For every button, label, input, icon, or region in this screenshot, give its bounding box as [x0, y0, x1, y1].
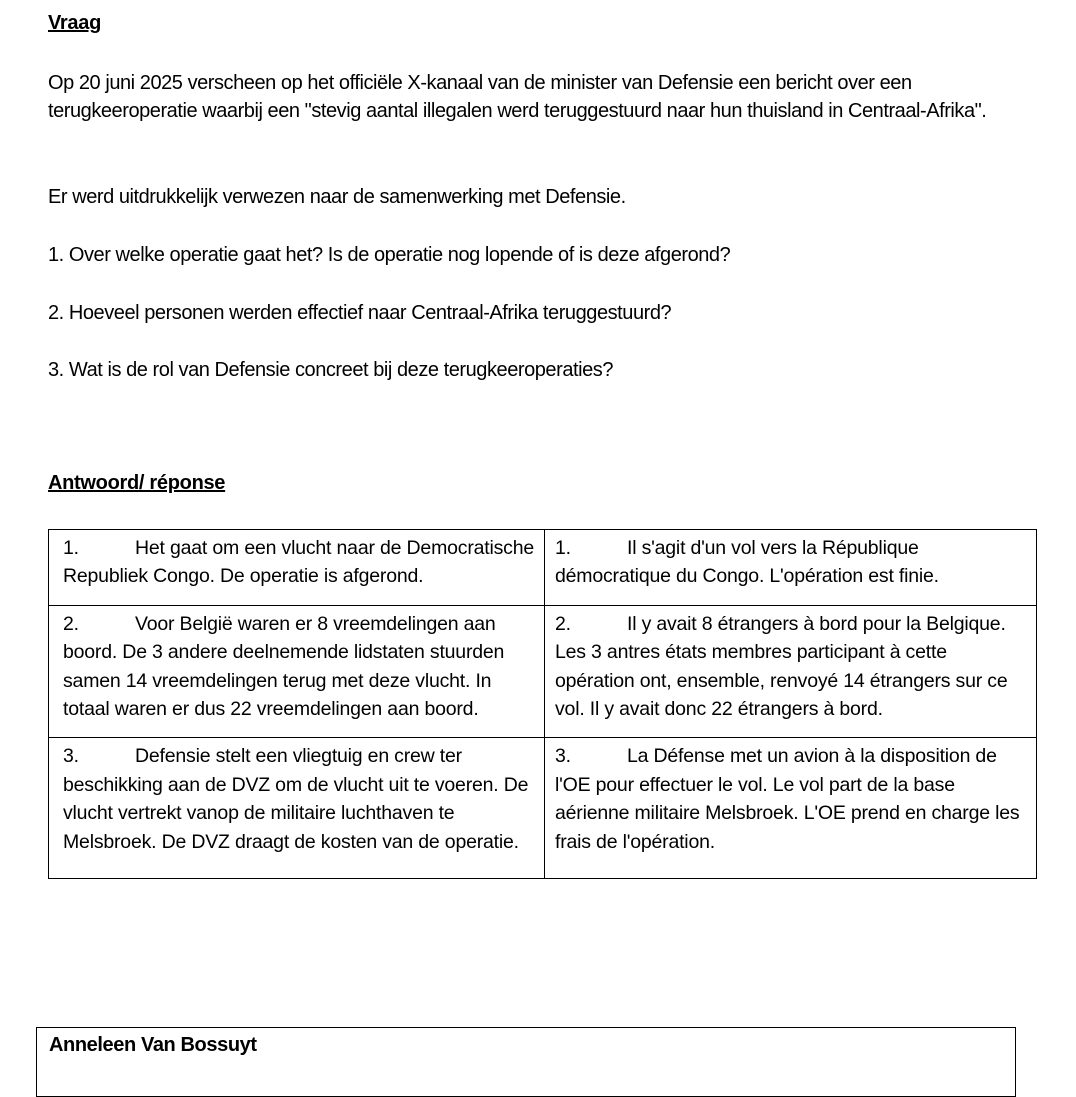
answer-nl-cell	[49, 605, 545, 738]
table-row	[49, 605, 1037, 738]
answer-nl-text: Het gaat om een vlucht naar de Democratische Republiek Congo. De operatie is afgerond.	[63, 537, 534, 588]
question-item-3: 3. Wat is de rol van Defensie concreet bij deze terugkeeroperaties?	[48, 359, 613, 381]
question-item-1: 1. Over welke operatie gaat het? Is de operatie nog lopende of is deze afgerond?	[48, 244, 731, 266]
answer-table	[48, 529, 1037, 879]
table-row	[49, 530, 1037, 606]
question-heading: Vraag	[48, 12, 101, 34]
signer-box	[36, 1027, 1016, 1097]
answer-nl-text: Defensie stelt een vliegtuig en crew ter beschikking aan de DVZ om de vlucht uit te voeren. De vlucht vertrekt vanop de militaire luchthaven te Melsbroek. De DVZ draagt de kosten van de operatie.	[63, 745, 529, 853]
answer-nl-text: Voor België waren er 8 vreemdelingen aan boord. De 3 andere deelnemende lidstaten stuurden samen 14 vreemdelingen terug met deze vlucht. In totaal waren er dus 22 vreemdelingen aan boord.	[63, 612, 505, 721]
answer-nl-cell	[49, 530, 545, 606]
answer-number: 2.	[555, 612, 571, 635]
question-item-2: 2. Hoeveel personen werden effectief naar Centraal-Afrika teruggestuurd?	[48, 302, 672, 324]
answer-number: 1.	[555, 537, 571, 559]
answer-fr-cell	[545, 530, 1037, 606]
answer-fr-text: La Défense met un avion à la disposition de l'OE pour effectuer le vol. Le vol part de la base aérienne militaire Melsbroek. L'OE prend en charge les frais de l'opération.	[555, 745, 1020, 853]
answer-number: 3.	[555, 745, 571, 768]
table-row	[49, 738, 1037, 879]
answer-number: 2.	[63, 612, 79, 635]
question-reference: Er werd uitdrukkelijk verwezen naar de samenwerking met Defensie.	[48, 186, 626, 208]
signer-name: Anneleen Van Bossuyt	[49, 1034, 257, 1056]
answer-fr-cell	[545, 605, 1037, 738]
question-intro: Op 20 juni 2025 verscheen op het officiële X-kanaal van de minister van Defensie een bericht over een terugkeeroperatie waarbij een "stevig aantal illegalen werd teruggestuurd naar hun thuisland in Centraal-Afrika".	[48, 72, 987, 122]
answer-fr-text: Il s'agit d'un vol vers la République démocratique du Congo. L'opération est finie.	[555, 537, 939, 588]
answer-nl-cell	[49, 738, 545, 879]
answer-number: 3.	[63, 745, 79, 768]
answer-heading: Antwoord/ réponse	[48, 472, 226, 494]
answer-fr-text: Il y avait 8 étrangers à bord pour la Belgique. Les 3 antres états membres participant à cette opération ont, ensemble, renvoyé 14 étrangers sur ce vol. Il y avait donc 22 étrangers à bord.	[555, 612, 1008, 721]
answer-fr-cell	[545, 738, 1037, 879]
answer-number: 1.	[63, 537, 79, 559]
